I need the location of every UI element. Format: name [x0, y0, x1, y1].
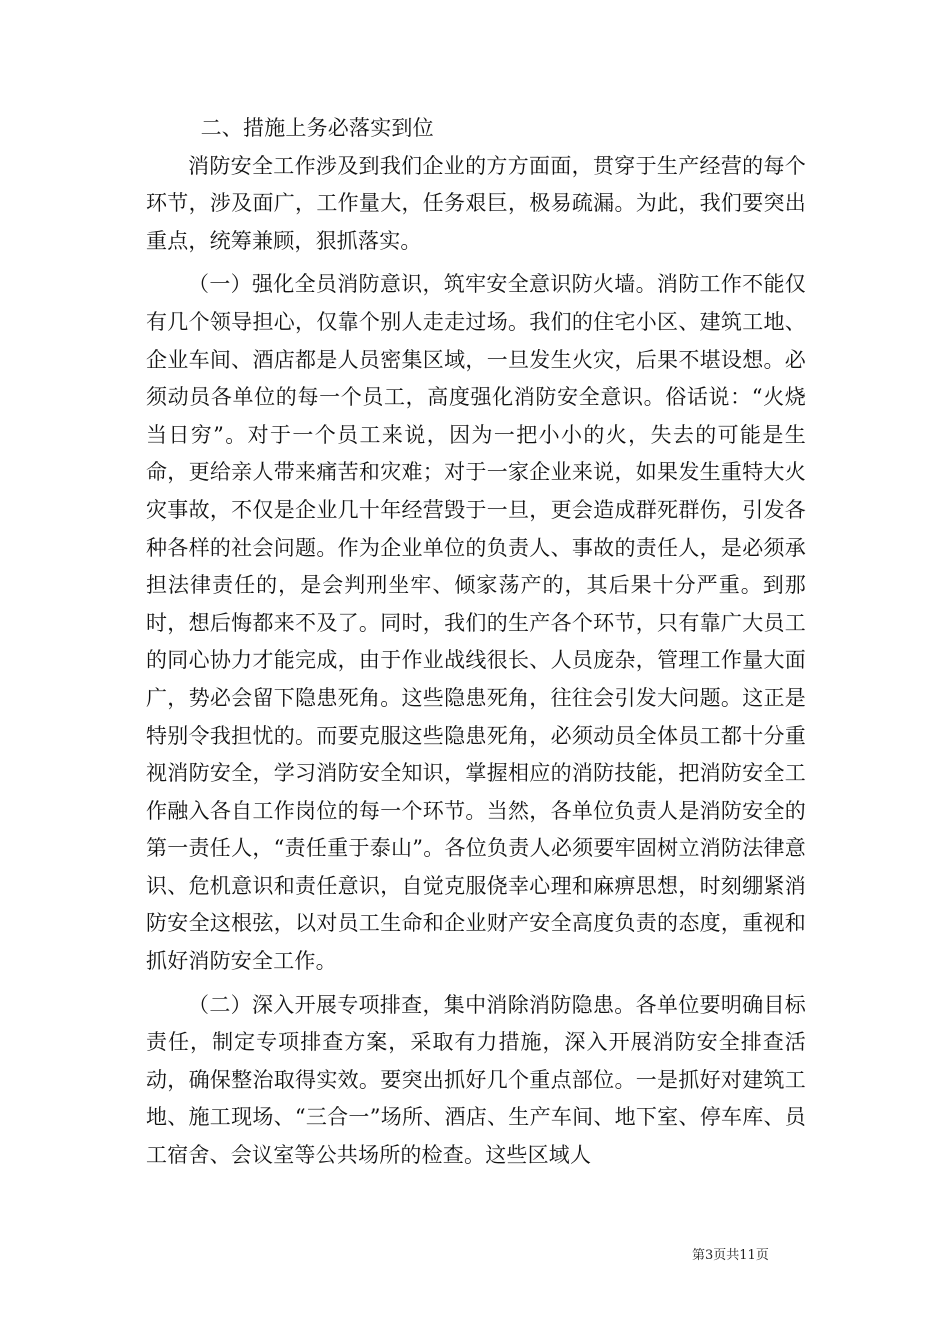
- page-number: 第3页共11页: [692, 1248, 769, 1263]
- document-body: [146, 110, 806, 1175]
- section-heading: 二、措施上务必落实到位: [200, 116, 434, 140]
- paragraph-inspection: （二）深入开展专项排查，集中消除消防隐患。各单位要明确目标责任，制定专项排查方案，采取有力措施，深入开展消防安全排查活动，确保整治取得实效。要突出抓好几个重点部位。一是抓好对建筑工地、施工现场、“三合一”场所、酒店、生产车间、地下室、停车库、员工宿舍、会议室等公共场所的检查。这些区域人: [146, 992, 806, 1168]
- paragraph-awareness: （一）强化全员消防意识，筑牢安全意识防火墙。消防工作不能仅有几个领导担心，仅靠个别人走走过场。我们的住宅小区、建筑工地、企业车间、酒店都是人员密集区域，一旦发生火灾，后果不堪设想。必须动员各单位的每一个员工，高度强化消防安全意识。俗话说：“火烧当日穷”。对于一个员工来说，因为一把小小的火，失去的可能是生命，更给亲人带来痛苦和灾难；对于一家企业来说，如果发生重特大火灾事故，不仅是企业几十年经营毁于一旦，更会造成群死群伤，引发各种各样的社会问题。作为企业单位的负责人、事故的责任人，是必须承担法律责任的，是会判刑坐牢、倾家荡产的，其后果十分严重。到那时，想后悔都来不及了。同时，我们的生产各个环节，只有靠广大员工的同心协力才能完成，由于作业战线很长、人员庞杂，管理工作量大面广，势必会留下隐患死角。这些隐患死角，往往会引发大问题。这正是特别令我担忧的。而要克服这些隐患死角，必须动员全体员工都十分重视消防安全，学习消防安全知识，掌握相应的消防技能，把消防安全工作融入各自工作岗位的每一个环节。当然，各单位负责人是消防安全的第一责任人，“责任重于泰山”。各位负责人必须要牢固树立消防法律意识、危机意识和责任意识，自觉克服侥幸心理和麻痹思想，时刻绷紧消防安全这根弦，以对员工生命和企业财产安全高度负责的态度，重视和抓好消防安全工作。: [146, 272, 806, 974]
- paragraph-intro: 消防安全工作涉及到我们企业的方方面面，贯穿于生产经营的每个环节，涉及面广，工作量大，任务艰巨，极易疏漏。为此，我们要突出重点，统筹兼顾，狠抓落实。: [146, 153, 806, 253]
